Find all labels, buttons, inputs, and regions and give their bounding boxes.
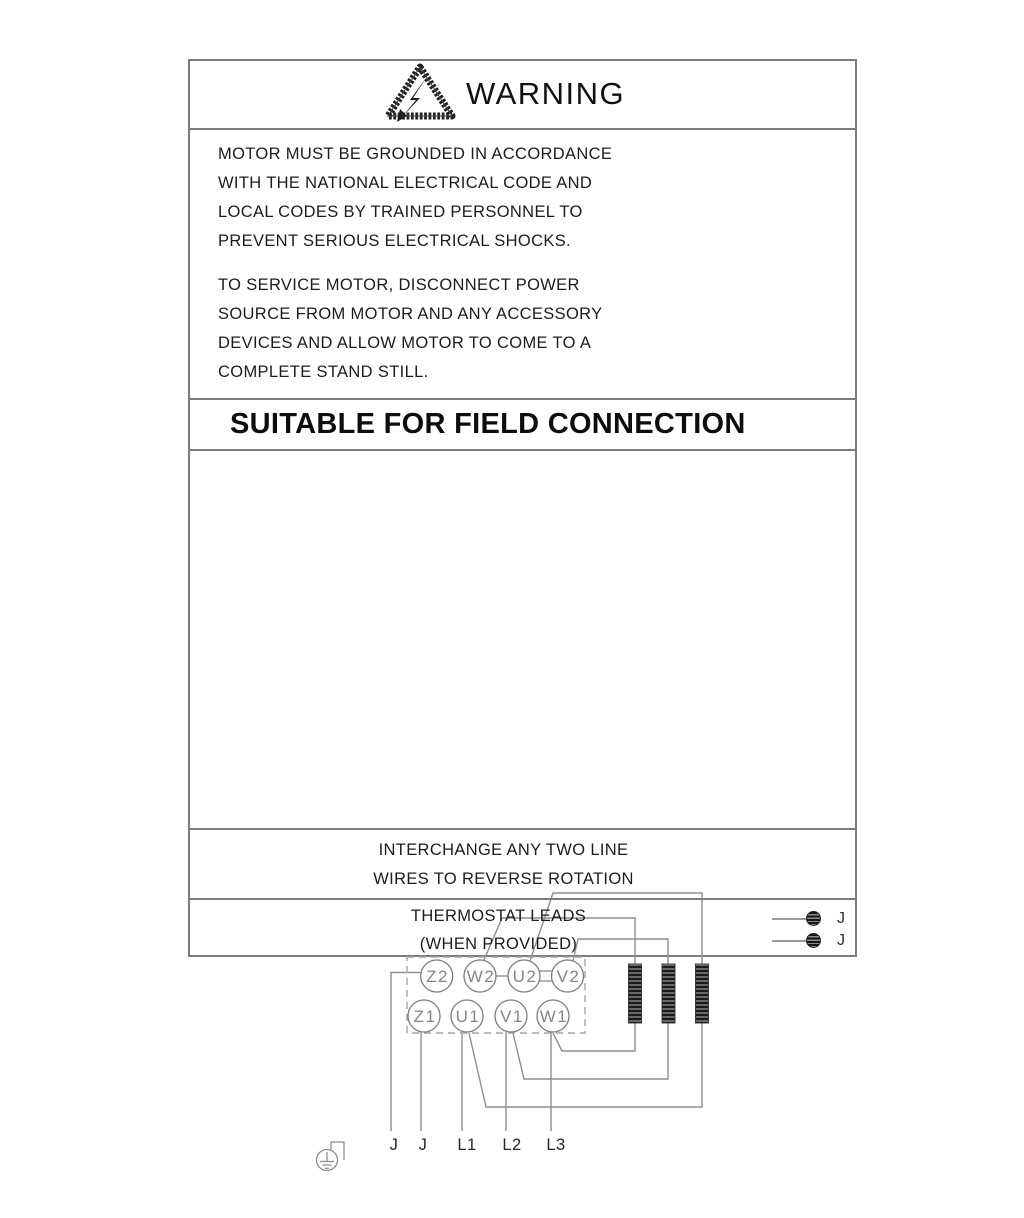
thermostat-lead-1 <box>772 909 845 927</box>
lead-label-j2: J <box>418 1136 428 1154</box>
terminal-label-u1: U1 <box>455 1007 481 1026</box>
terminal-label-w1: W1 <box>539 1007 569 1026</box>
thermostat-section <box>190 900 855 955</box>
thermostat-lead-2 <box>772 931 845 949</box>
thermostat-note <box>190 900 855 958</box>
thermostat-line2: (WHEN PROVIDED) <box>419 935 578 953</box>
label-frame <box>188 59 857 1154</box>
interchange-line1: INTERCHANGE ANY TWO LINE <box>378 841 629 859</box>
wire-z2-j <box>391 973 421 1132</box>
link-bars <box>629 964 709 1023</box>
lead-terminal-icon <box>806 933 821 948</box>
terminal-label-w2: W2 <box>466 967 496 986</box>
lead-terminal-icon <box>806 911 821 926</box>
interchange-note <box>190 830 855 894</box>
earth-ground-icon <box>317 1142 345 1171</box>
lead-label-l2: L2 <box>502 1136 522 1154</box>
terminal-label-u2: U2 <box>512 967 538 986</box>
section-title: SUITABLE FOR FIELD CONNECTION <box>230 408 746 440</box>
thermostat-line1: THERMOSTAT LEADS <box>410 907 587 925</box>
paragraph-line: SOURCE FROM MOTOR AND ANY ACCESSORY <box>218 305 603 323</box>
lead-wire <box>772 918 806 920</box>
terminal-link-bar <box>629 964 642 1023</box>
grounding-paragraph <box>218 140 612 256</box>
thermostat-lead-label: J <box>837 931 845 949</box>
warning-title: WARNING <box>466 76 626 111</box>
paragraph-line: PREVENT SERIOUS ELECTRICAL SHOCKS. <box>218 232 571 250</box>
terminal-label-v2: V2 <box>556 967 581 986</box>
lead-labels <box>390 1136 566 1154</box>
service-paragraph <box>218 271 603 387</box>
thermostat-lead-label: J <box>837 909 845 927</box>
wire-v2-v1 <box>513 939 668 1079</box>
paragraph-line: DEVICES AND ALLOW MOTOR TO COME TO A <box>218 334 592 352</box>
field-connection-section <box>190 400 855 451</box>
paragraph-line: LOCAL CODES BY TRAINED PERSONNEL TO <box>218 203 583 221</box>
interchange-line2: WIRES TO REVERSE ROTATION <box>373 870 634 888</box>
paragraph-line: TO SERVICE MOTOR, DISCONNECT POWER <box>218 276 580 294</box>
lead-label-j1: J <box>389 1136 399 1154</box>
terminal-label-v1: V1 <box>500 1007 524 1026</box>
paragraph-line: MOTOR MUST BE GROUNDED IN ACCORDANCE <box>218 145 613 163</box>
electric-hazard-icon <box>380 63 460 125</box>
safety-text-section <box>190 130 855 400</box>
lead-label-l3: L3 <box>546 1136 566 1154</box>
lead-wire <box>772 940 806 942</box>
warning-header-section <box>190 61 855 130</box>
lead-label-l1: L1 <box>457 1136 477 1154</box>
paragraph-line: WITH THE NATIONAL ELECTRICAL CODE AND <box>218 174 593 192</box>
paragraph-line: COMPLETE STAND STILL. <box>218 363 429 381</box>
terminal-label-z2: Z2 <box>426 967 449 986</box>
interchange-section <box>190 830 855 900</box>
terminal-link-bar <box>696 964 709 1023</box>
terminal-label-z1: Z1 <box>413 1007 437 1026</box>
terminal-link-bar <box>662 964 675 1023</box>
